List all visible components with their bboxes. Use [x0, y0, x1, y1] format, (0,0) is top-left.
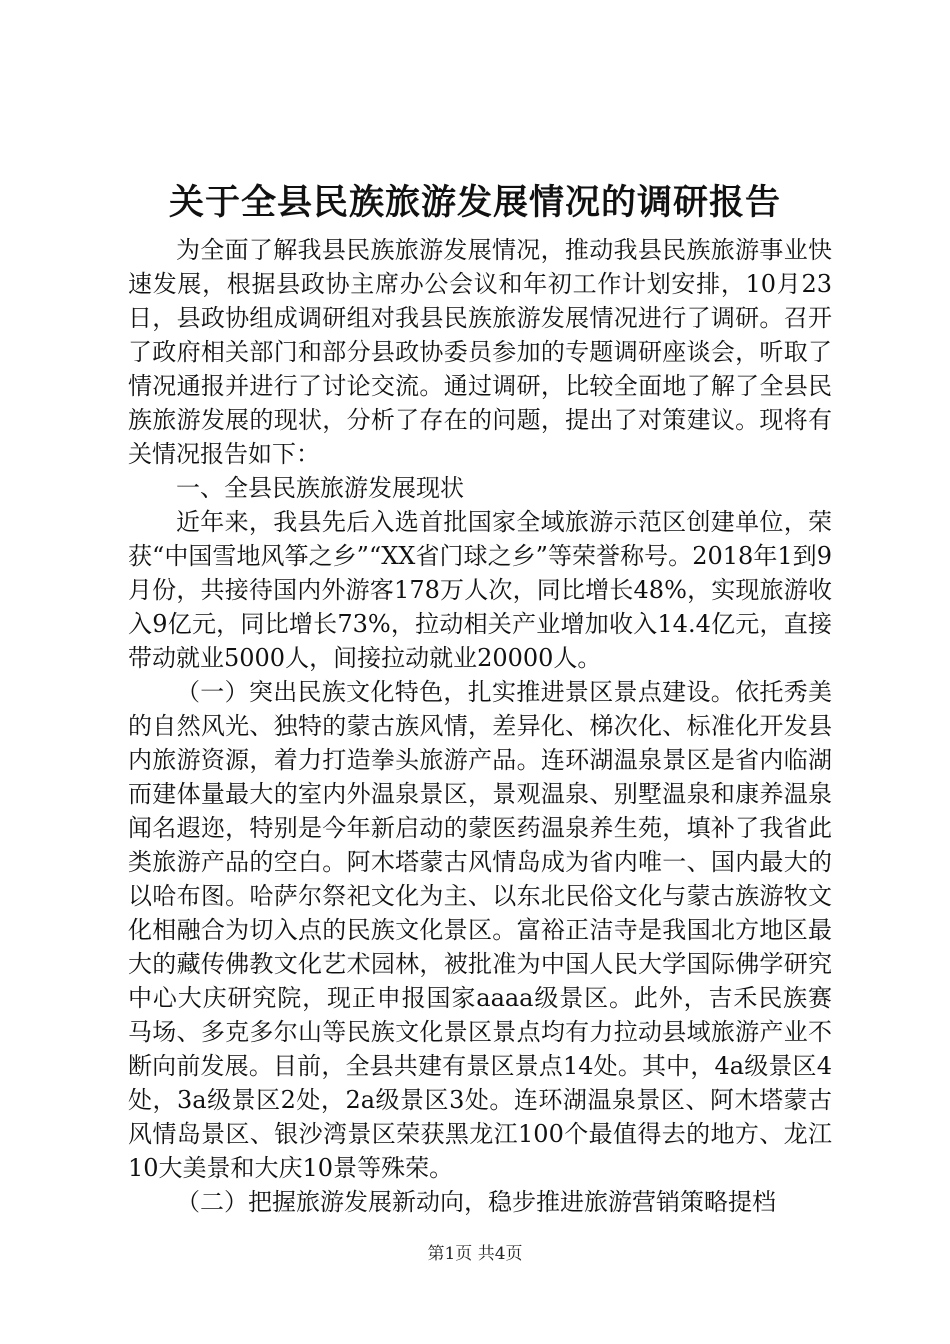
section-paragraph: 近年来，我县先后入选首批国家全域旅游示范区创建单位，荣获“中国雪地风筝之乡”“XX省门球之乡”等荣誉称号。2018年1到9月份，共接待国内外游客178万人次，同比增长48%，实现旅游收入9亿元，同比增长73%，拉动相关产业增加收入14.4亿元，直接带动就业5000人，间接拉动就业20000人。	[128, 508, 832, 672]
document-title: 关于全县民族旅游发展情况的调研报告	[168, 182, 781, 223]
section-paragraph: （二）把握旅游发展新动向，稳步推进旅游营销策略提档	[176, 1188, 776, 1216]
section-paragraph: （一）突出民族文化特色，扎实推进景区景点建设。依托秀美的自然风光、独特的蒙古族风情，差异化、梯次化、标准化开发县内旅游资源，着力打造拳头旅游产品。连环湖温泉景区是省内临湖而建体量最大的室内外温泉景区，景观温泉、别墅温泉和康养温泉闻名遐迩，特别是今年新启动的蒙医药温泉养生苑，填补了我省此类旅游产品的空白。阿木塔蒙古风情岛成为省内唯一、国内最大的以哈布图。哈萨尔祭祀文化为主、以东北民俗文化与蒙古族游牧文化相融合为切入点的民族文化景区。富裕正洁寺是我国北方地区最大的藏传佛教文化艺术园林，被批准为中国人民大学国际佛学研究中心大庆研究院，现正申报国家aaaa级景区。此外，吉禾民族赛马场、多克多尔山等民族文化景区景点均有力拉动县域旅游产业不断向前发展。目前，全县共建有景区景点14处。其中，4a级景区4处，3a级景区2处，2a级景区3处。连环湖温泉景区、阿木塔蒙古风情岛景区、银沙湾景区荣获黑龙江100个最值得去的地方、龙江10大美景和大庆10景等殊荣。	[128, 678, 832, 1182]
document-body	[128, 233, 832, 1219]
section-heading: 一、全县民族旅游发展现状	[176, 474, 464, 502]
page-footer: 第1页 共4页	[427, 1244, 523, 1264]
intro-paragraph: 为全面了解我县民族旅游发展情况，推动我县民族旅游事业快速发展，根据县政协主席办公会议和年初工作计划安排，10月23日，县政协组成调研组对我县民族旅游发展情况进行了调研。召开了政府相关部门和部分县政协委员参加的专题调研座谈会，听取了情况通报并进行了讨论交流。通过调研，比较全面地了解了全县民族旅游发展的现状，分析了存在的问题，提出了对策建议。现将有关情况报告如下：	[128, 236, 832, 468]
